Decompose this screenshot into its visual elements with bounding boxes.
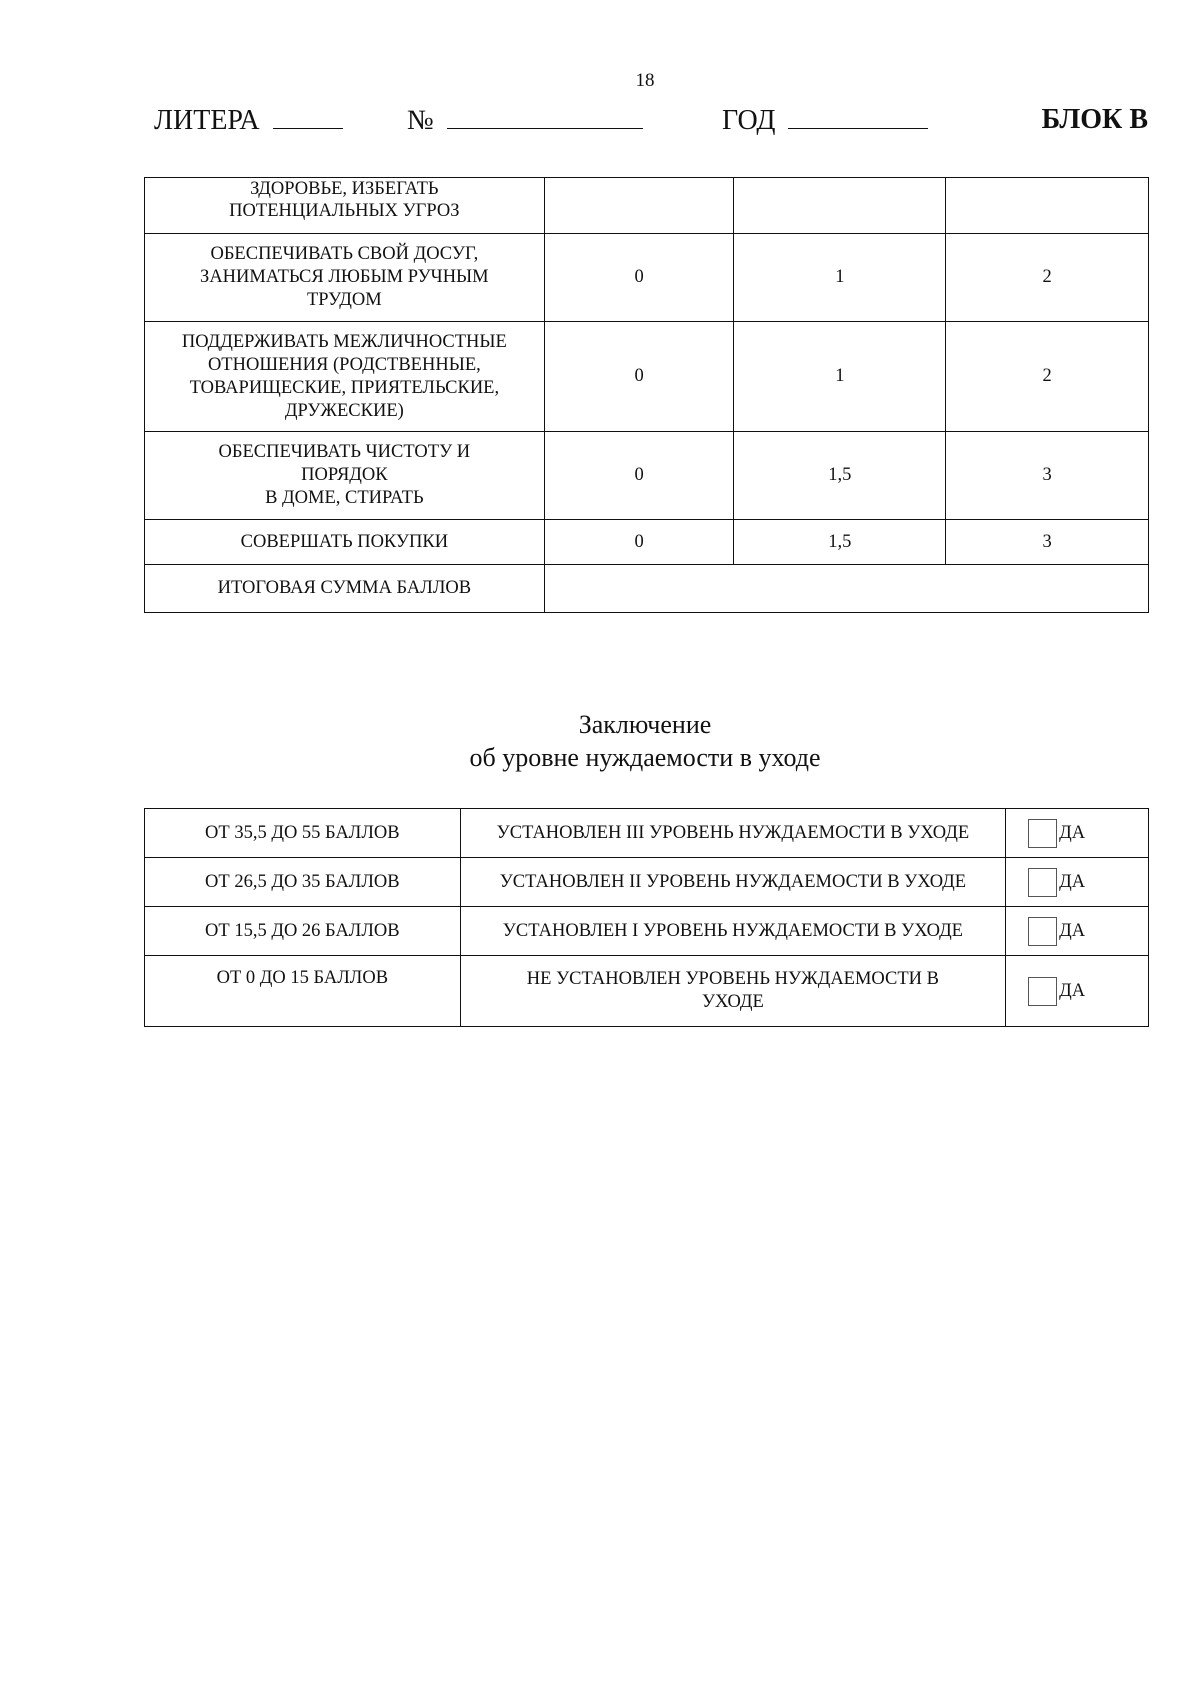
score-cell[interactable]: 3	[946, 520, 1149, 565]
score-cell[interactable]: 0	[544, 322, 734, 432]
conclusion-title-line2: об уровне нуждаемости в уходе	[469, 743, 821, 772]
header-number	[407, 104, 643, 137]
score-cell[interactable]: 2	[946, 234, 1149, 322]
care-level-table	[144, 808, 1149, 1027]
conclusion-title-line1: Заключение	[578, 710, 712, 739]
activity-cell: СОВЕРШАТЬ ПОКУПКИ	[145, 520, 545, 565]
score-range-cell: ОТ 0 ДО 15 БАЛЛОВ	[145, 956, 461, 1027]
header-litera	[154, 104, 343, 137]
yes-checkbox-label: ДА	[1059, 871, 1086, 892]
table-row-total	[145, 565, 1149, 613]
total-value[interactable]	[544, 565, 1148, 613]
activity-cell: ЗДОРОВЬЕ, ИЗБЕГАТЬ ПОТЕНЦИАЛЬНЫХ УГРОЗ	[145, 178, 545, 234]
table-row	[145, 322, 1149, 432]
table-row	[145, 956, 1149, 1027]
header-year	[722, 104, 928, 137]
score-cell[interactable]: 1,5	[734, 432, 946, 520]
total-label: ИТОГОВАЯ СУММА БАЛЛОВ	[145, 565, 545, 613]
yes-checkbox-cell	[1006, 907, 1149, 956]
care-level-result-cell: УСТАНОВЛЕН I УРОВЕНЬ НУЖДАЕМОСТИ В УХОДЕ	[460, 907, 1005, 956]
year-label: ГОД	[722, 105, 776, 136]
score-cell[interactable]: 1	[734, 234, 946, 322]
score-cell[interactable]	[734, 178, 946, 234]
score-cell[interactable]: 3	[946, 432, 1149, 520]
table-row	[145, 234, 1149, 322]
care-level-table-body	[145, 809, 1149, 1027]
yes-checkbox-label: ДА	[1059, 920, 1086, 941]
care-level-result-cell: УСТАНОВЛЕН III УРОВЕНЬ НУЖДАЕМОСТИ В УХОДЕ	[460, 809, 1005, 858]
score-range-cell: ОТ 26,5 ДО 35 БАЛЛОВ	[145, 858, 461, 907]
page-number: 18	[635, 70, 655, 91]
score-cell[interactable]	[946, 178, 1149, 234]
table-row	[145, 520, 1149, 565]
conclusion-title	[0, 708, 1200, 774]
yes-checkbox[interactable]	[1028, 977, 1057, 1006]
care-level-result-cell: НЕ УСТАНОВЛЕН УРОВЕНЬ НУЖДАЕМОСТИ В УХОДЕ	[460, 956, 1005, 1027]
yes-checkbox-cell	[1006, 858, 1149, 907]
score-cell[interactable]: 0	[544, 432, 734, 520]
yes-checkbox-cell	[1006, 809, 1149, 858]
table-row	[145, 178, 1149, 234]
activity-cell: ПОДДЕРЖИВАТЬ МЕЖЛИЧНОСТНЫЕ ОТНОШЕНИЯ (РОДСТВЕННЫЕ, ТОВАРИЩЕСКИЕ, ПРИЯТЕЛЬСКИЕ, ДРУЖЕСКИЕ)	[145, 322, 545, 432]
yes-checkbox[interactable]	[1028, 819, 1057, 848]
scores-table	[144, 177, 1149, 613]
scores-table-body	[145, 178, 1149, 613]
yes-checkbox-label: ДА	[1059, 822, 1086, 843]
score-cell[interactable]: 0	[544, 520, 734, 565]
yes-checkbox[interactable]	[1028, 868, 1057, 897]
number-label: №	[407, 105, 434, 136]
table-row	[145, 809, 1149, 858]
activity-cell: ОБЕСПЕЧИВАТЬ СВОЙ ДОСУГ, ЗАНИМАТЬСЯ ЛЮБЫМ РУЧНЫМ ТРУДОМ	[145, 234, 545, 322]
score-cell[interactable]: 0	[544, 234, 734, 322]
yes-checkbox[interactable]	[1028, 917, 1057, 946]
score-cell[interactable]: 1	[734, 322, 946, 432]
yes-checkbox-cell	[1006, 956, 1149, 1027]
table-row	[145, 907, 1149, 956]
activity-cell: ОБЕСПЕЧИВАТЬ ЧИСТОТУ И ПОРЯДОК В ДОМЕ, СТИРАТЬ	[145, 432, 545, 520]
score-range-cell: ОТ 35,5 ДО 55 БАЛЛОВ	[145, 809, 461, 858]
table-row	[145, 432, 1149, 520]
block-label: БЛОК В	[1041, 104, 1148, 135]
score-cell[interactable]	[544, 178, 734, 234]
score-range-cell: ОТ 15,5 ДО 26 БАЛЛОВ	[145, 907, 461, 956]
yes-checkbox-label: ДА	[1059, 980, 1086, 1001]
score-cell[interactable]: 1,5	[734, 520, 946, 565]
score-cell[interactable]: 2	[946, 322, 1149, 432]
year-field[interactable]	[788, 104, 928, 129]
litera-field[interactable]	[273, 104, 343, 129]
table-row	[145, 858, 1149, 907]
litera-label: ЛИТЕРА	[154, 105, 260, 136]
care-level-result-cell: УСТАНОВЛЕН II УРОВЕНЬ НУЖДАЕМОСТИ В УХОДЕ	[460, 858, 1005, 907]
number-field[interactable]	[447, 104, 643, 129]
